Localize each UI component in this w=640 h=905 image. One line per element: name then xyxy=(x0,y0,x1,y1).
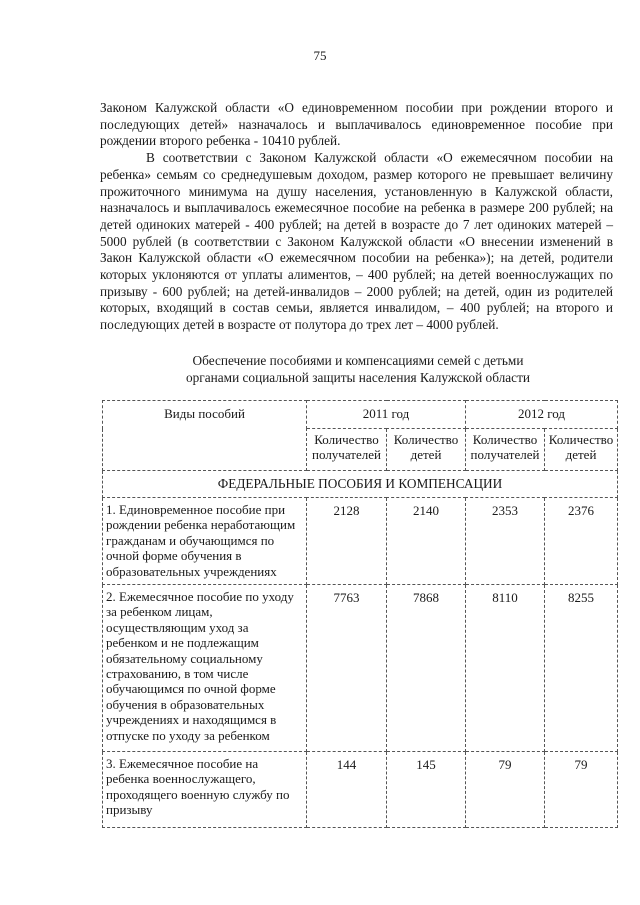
header-year-2012: 2012 год xyxy=(466,401,618,429)
cell-value: 2140 xyxy=(387,498,466,585)
paragraph: Законом Калужской области «О единовременном пособии при рождении второго и последующих детей» назначалось и выплачивалось единовременное пособие при рождении второго ребенка - 10410 рублей. xyxy=(100,100,613,149)
cell-value: 8110 xyxy=(466,585,545,752)
table-row xyxy=(103,498,618,585)
section-federal: ФЕДЕРАЛЬНЫЕ ПОСОБИЯ И КОМПЕНСАЦИИ xyxy=(103,471,618,498)
table-title-line: Обеспечение пособиями и компенсациями семей с детьми xyxy=(192,353,524,368)
header-benefit-type: Виды пособий xyxy=(103,401,307,471)
cell-value: 145 xyxy=(387,752,466,828)
header-children-2012: Количество детей xyxy=(545,429,618,471)
row-label: 3. Ежемесячное пособие на ребенка военнослужащего, проходящего военную службу по призыву xyxy=(103,752,307,828)
table-title xyxy=(100,352,616,386)
header-row xyxy=(103,401,618,429)
header-year-2011: 2011 год xyxy=(307,401,466,429)
table-row xyxy=(103,585,618,752)
cell-value: 7868 xyxy=(387,585,466,752)
section-row xyxy=(103,471,618,498)
cell-value: 144 xyxy=(307,752,387,828)
table-row xyxy=(103,752,618,828)
cell-value: 2376 xyxy=(545,498,618,585)
cell-value: 79 xyxy=(545,752,618,828)
page-number: 75 xyxy=(313,48,327,63)
header-recipients-2011: Количество получателей xyxy=(307,429,387,471)
cell-value: 79 xyxy=(466,752,545,828)
header-recipients-2012: Количество получателей xyxy=(466,429,545,471)
cell-value: 8255 xyxy=(545,585,618,752)
body-text xyxy=(100,100,613,334)
row-label: 1. Единовременное пособие при рождении ребенка неработающим гражданам и обучающимся по очной форме обучения в образовательных учреждениях xyxy=(103,498,307,585)
cell-value: 2128 xyxy=(307,498,387,585)
header-children-2011: Количество детей xyxy=(387,429,466,471)
cell-value: 2353 xyxy=(466,498,545,585)
row-label: 2. Ежемесячное пособие по уходу за ребенком лицам, осуществляющим уход за ребенком и не подлежащим обязательному социальному страхованию, в том числе обучающимся по очной форме обучения в образовательных учреждениях и находящимся в отпуске по уходу за ребенком xyxy=(103,585,307,752)
benefits-table xyxy=(102,400,618,828)
table-title-line: органами социальной защиты населения Калужской области xyxy=(186,370,530,385)
cell-value: 7763 xyxy=(307,585,387,752)
paragraph: В соответствии с Законом Калужской области «О ежемесячном пособии на ребенка» семьям со среднедушевым доходом, размер которого не превышает величину прожиточного минимума на душу населения, установленную в Калужской области, назначалось и выплачивалось ежемесячное пособие на ребенка в размере 200 рублей; на детей одиноких матерей - 400 рублей; на детей в возрасте до 7 лет одиноких матерей – 5000 рублей (в соответствии с Законом Калужской области «О внесении изменений в Закон Калужской области «О ежемесячном пособии на ребенка»); на детей, родители которых уклоняются от уплаты алиментов, – 400 рублей; на детей военнослужащих по призыву - 600 рублей; на детей-инвалидов – 2000 рублей; на детей, один из родителей которых, входящий в состав семьи, является инвалидом, – 400 рублей; на второго и последующих детей в возрасте от полутора до трех лет – 4000 рублей. xyxy=(100,150,613,333)
